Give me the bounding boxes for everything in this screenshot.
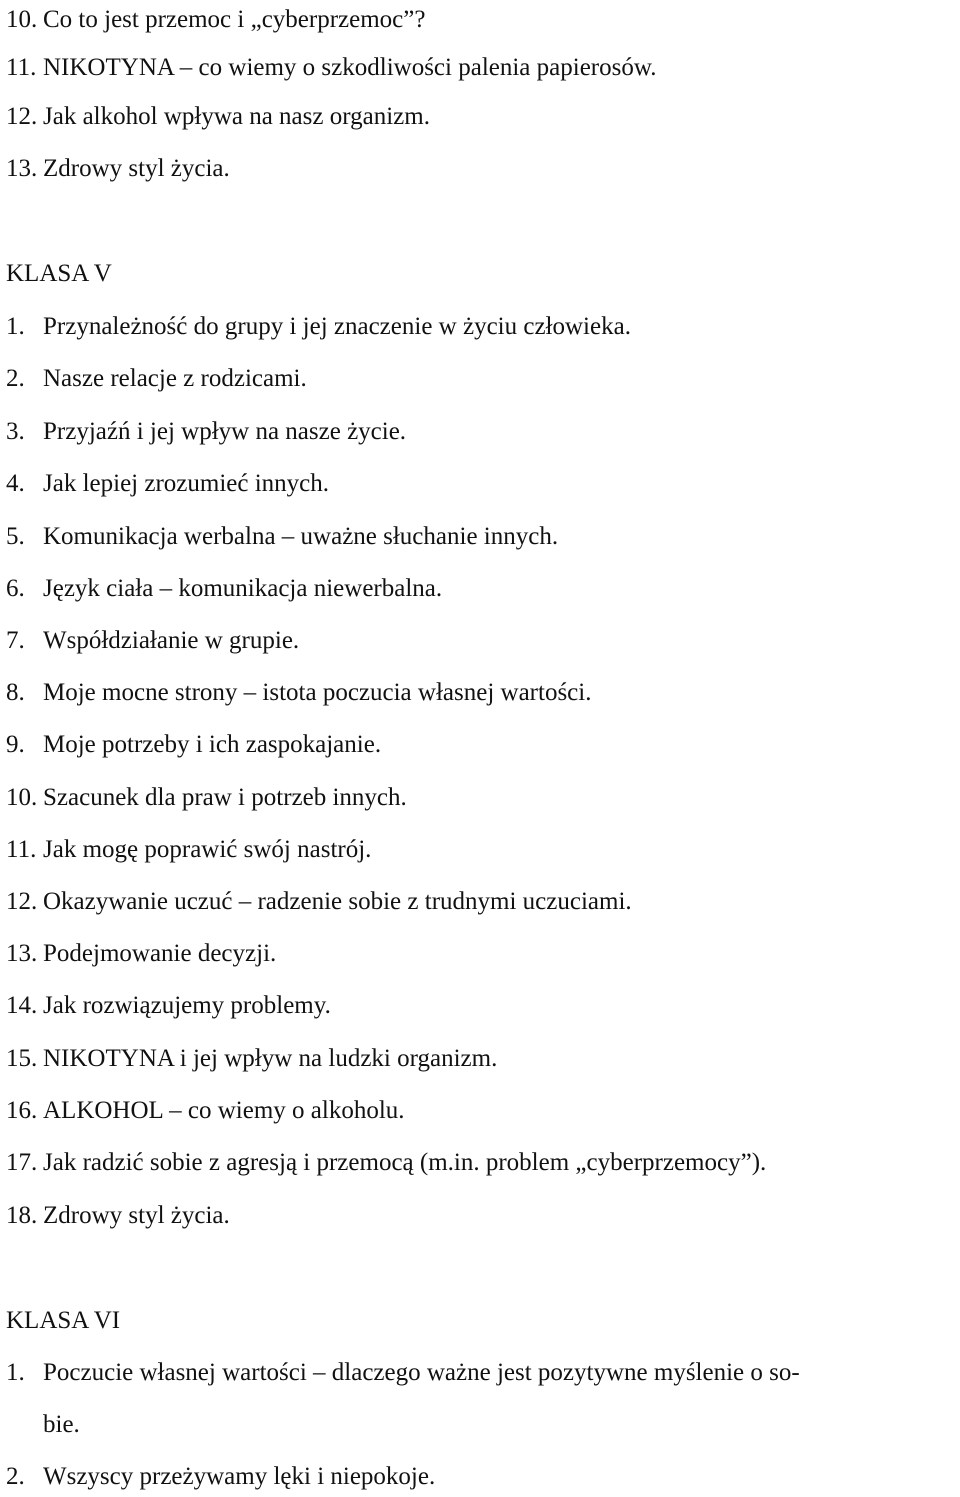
- list-item-number: 11.: [6, 836, 37, 863]
- list-item-text: Komunikacja werbalna – uważne słuchanie innych.: [43, 523, 559, 550]
- list-item-text: Zdrowy styl życia.: [43, 155, 230, 182]
- list-item-text: Podejmowanie decyzji.: [43, 940, 277, 967]
- list-item: [6, 359, 307, 399]
- list-item-text: Przyjaźń i jej wpływ na nasze życie.: [43, 418, 407, 445]
- section-heading-klasa-vi: KLASA VI: [6, 1307, 121, 1334]
- list-item-number: 2.: [6, 1463, 25, 1490]
- list-item-text: NIKOTYNA i jej wpływ na ludzki organizm.: [43, 1045, 498, 1072]
- list-item-number: 16.: [6, 1097, 38, 1124]
- list-item-number: 4.: [6, 470, 25, 497]
- list-item-number: 10.: [6, 784, 38, 811]
- list-item-number: 7.: [6, 627, 25, 654]
- list-item-number: 5.: [6, 523, 25, 550]
- list-item-text: ALKOHOL – co wiemy o alkoholu.: [43, 1097, 405, 1124]
- list-item-number: 14.: [6, 992, 38, 1019]
- list-item-text: Jak mogę poprawić swój nastrój.: [43, 836, 372, 863]
- list-item-text: Okazywanie uczuć – radzenie sobie z trudnymi uczuciami.: [43, 888, 632, 915]
- list-item-text: Jak lepiej zrozumieć innych.: [43, 470, 329, 497]
- list-item: [6, 1143, 766, 1183]
- list-item-continuation: bie.: [43, 1411, 80, 1438]
- list-item: [6, 621, 299, 661]
- list-item-number: 15.: [6, 1045, 38, 1072]
- list-item-number: 13.: [6, 940, 38, 967]
- list-item-number: 2.: [6, 365, 25, 392]
- list-item-number: 12.: [6, 888, 38, 915]
- list-item-text: Moje potrzeby i ich zaspokajanie.: [43, 731, 382, 758]
- list-item: [6, 1091, 405, 1131]
- list-item: [6, 1353, 800, 1393]
- list-item-number: 10.: [6, 6, 38, 33]
- list-item-number: 17.: [6, 1149, 38, 1176]
- list-item-text: Język ciała – komunikacja niewerbalna.: [43, 575, 443, 602]
- list-item-number: 3.: [6, 418, 25, 445]
- list-item-text: Zdrowy styl życia.: [43, 1202, 230, 1229]
- list-item: [6, 725, 381, 765]
- list-item-text: Szacunek dla praw i potrzeb innych.: [43, 784, 407, 811]
- list-item: [6, 934, 276, 974]
- list-item: [6, 48, 657, 88]
- section-heading-klasa-v: KLASA V: [6, 260, 112, 287]
- list-item-text: Jak rozwiązujemy problemy.: [43, 992, 331, 1019]
- list-item: [6, 778, 407, 818]
- list-item-text: Nasze relacje z rodzicami.: [43, 365, 307, 392]
- list-item-number: 8.: [6, 679, 25, 706]
- list-item-number: 13.: [6, 155, 38, 182]
- list-item-text: NIKOTYNA – co wiemy o szkodliwości palenia papierosów.: [43, 54, 657, 81]
- list-item-number: 6.: [6, 575, 25, 602]
- list-item-text: Poczucie własnej wartości – dlaczego ważne jest pozytywne myślenie o so-: [43, 1359, 800, 1386]
- list-item-number: 1.: [6, 313, 25, 340]
- list-item-number: 18.: [6, 1202, 38, 1229]
- list-item-number: 9.: [6, 731, 25, 758]
- list-item-text: Co to jest przemoc i „cyberprzemoc”?: [43, 6, 426, 33]
- list-item-text: Przynależność do grupy i jej znaczenie w życiu człowieka.: [43, 313, 631, 340]
- list-item: [6, 464, 329, 504]
- list-item: [6, 882, 632, 922]
- list-item: [6, 986, 331, 1026]
- list-item: [6, 97, 430, 137]
- list-item-text: Wszyscy przeżywamy lęki i niepokoje.: [43, 1463, 436, 1490]
- list-item-number: 12.: [6, 103, 38, 130]
- list-item-number: 11.: [6, 54, 37, 81]
- list-item: [6, 569, 442, 609]
- list-item: [6, 1457, 435, 1497]
- list-item: [6, 830, 371, 870]
- list-item-text: Jak radzić sobie z agresją i przemocą (m.in. problem „cyberprzemocy”).: [43, 1149, 767, 1176]
- list-item-number: 1.: [6, 1359, 25, 1386]
- list-item-text: Współdziałanie w grupie.: [43, 627, 300, 654]
- list-item: [6, 673, 591, 713]
- list-item: [6, 1039, 497, 1079]
- list-item-text: Moje mocne strony – istota poczucia własnej wartości.: [43, 679, 592, 706]
- list-item: [6, 149, 230, 189]
- list-item-text: Jak alkohol wpływa na nasz organizm.: [43, 103, 430, 130]
- list-item: [6, 412, 406, 452]
- list-item: [6, 517, 558, 557]
- list-item: [6, 0, 425, 40]
- list-item: [6, 307, 631, 347]
- list-item: [6, 1196, 230, 1236]
